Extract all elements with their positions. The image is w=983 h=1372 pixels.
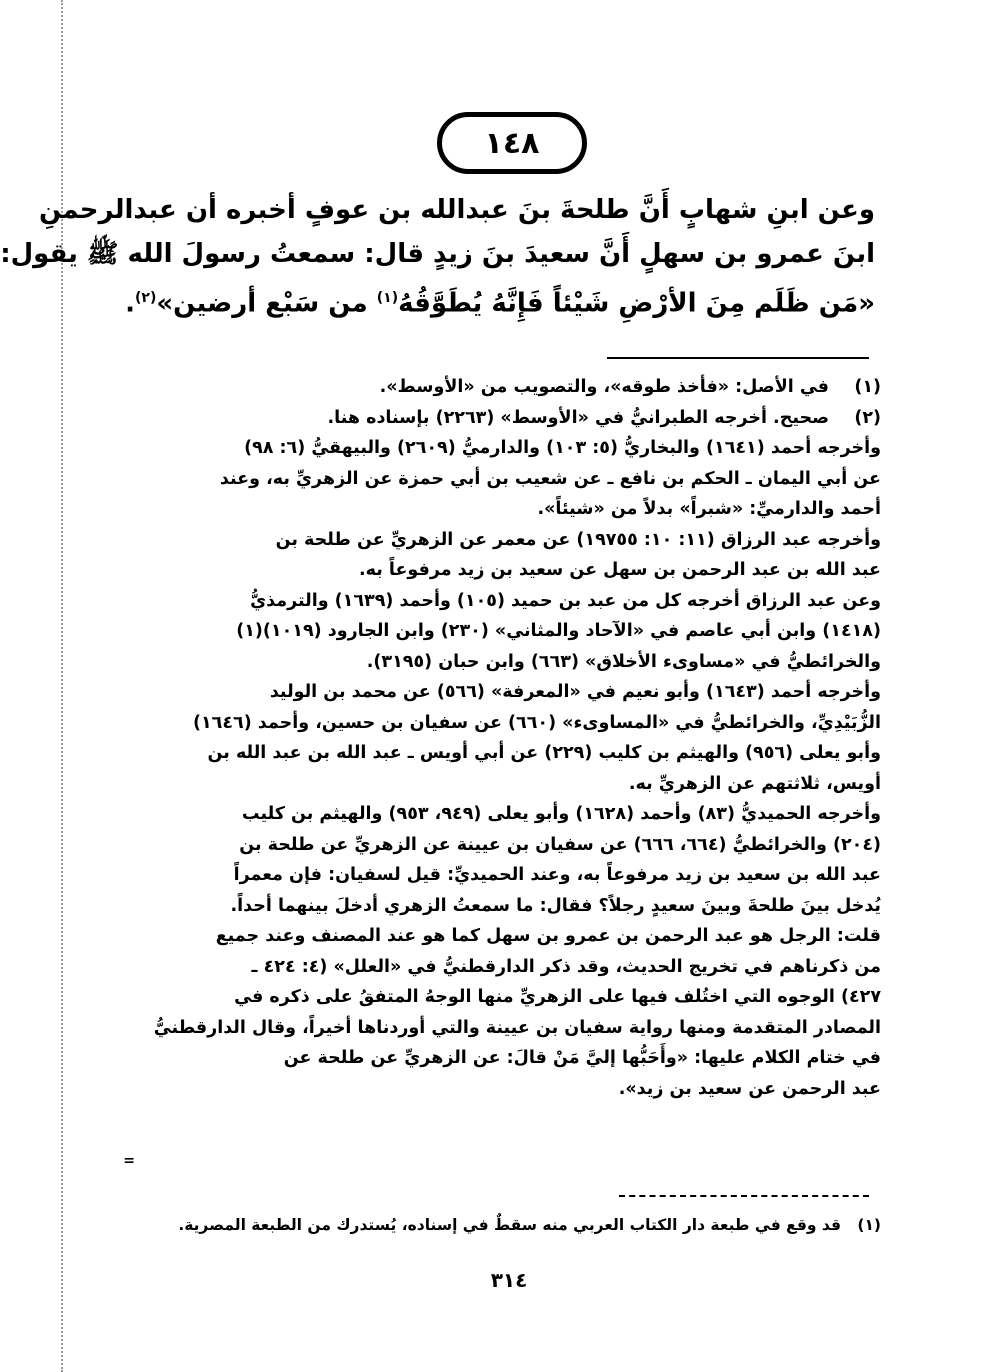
footnote-line: عبد الله بن عبد الرحمن بن سهل عن سعيد بن زيد مرفوعاً به. bbox=[358, 560, 881, 580]
footnote-line: في ختام الكلام عليها: «وأَحَبُّها إليَّ مَنْ قالَ: عن الزهريِّ عن طلحة عن bbox=[283, 1048, 881, 1068]
footnote-line: ٤٢٧) الوجوه التي اختُلف فيها على الزهريِّ منها الوجهُ المتفقُ على ذكره في bbox=[234, 987, 881, 1007]
footnote-line: وأخرجه عبد الرزاق (١١: ١٠: ١٩٧٥٥) عن معمر عن الزهريِّ عن طلحة بن bbox=[275, 529, 881, 550]
footnote-line: أحمد والدارميِّ: «شبراً» بدلاً من «شيئاً». bbox=[537, 499, 881, 519]
hadith-line-3-rest: من سَبْع أرضين» bbox=[156, 288, 377, 319]
footnote-line: أويس، ثلاثتهم عن الزهريِّ به. bbox=[628, 773, 881, 794]
footnote-line: وعن عبد الرزاق أخرجه كل من عبد بن حميد (١٠٥) وأحمد (١٦٣٩) والترمذيُّ bbox=[250, 590, 881, 611]
footnote-line: عبد الرحمن عن سعيد بن زيد». bbox=[618, 1078, 881, 1099]
footnote-1 bbox=[129, 372, 881, 403]
footnote-line: (٢٠٤) والخرائطيُّ (٦٦٤، ٦٦٦) عن سفيان بن عيينة عن الزهريِّ عن طلحة بن bbox=[239, 834, 881, 855]
hadith-line-3-end: . bbox=[125, 288, 135, 319]
hadith-text bbox=[0, 188, 875, 326]
footnote-number: (١) bbox=[854, 377, 881, 397]
footnote-line: وأخرجه الحميديُّ (٨٣) وأحمد (١٦٢٨) وأبو يعلى (٩٤٩، ٩٥٣) والهيثم بن كليب bbox=[241, 804, 881, 824]
page-number: ٣١٤ bbox=[490, 1268, 528, 1292]
continuation-mark: = bbox=[123, 1153, 135, 1169]
footnote-text: في الأصل: «فأخذ طوقه»، والتصويب من «الأوسط». bbox=[379, 377, 829, 397]
footnote-number: (٢) bbox=[854, 407, 881, 428]
hadith-line-3-text: «مَن ظَلَم مِنَ الأرْضِ شَيْئاً فَإِنَّهُ يُطَوَّقُهُ bbox=[398, 288, 875, 319]
footnote-line: والخرائطيُّ في «مساوىء الأخلاق» (٦٦٣) وابن حبان (٣١٩٥). bbox=[366, 651, 881, 672]
footnote-line: وأخرجه أحمد (١٦٤١) والبخاريُّ (٥: ١٠٣) والدارميُّ (٢٦٠٩) والبيهقيُّ (٦: ٩٨) bbox=[244, 438, 881, 458]
footnote-ref-2: (٢) bbox=[135, 290, 157, 306]
bottom-footnote bbox=[178, 1212, 881, 1238]
footnotes-section bbox=[129, 372, 881, 1104]
footnote-line: وأخرجه أحمد (١٦٤٣) وأبو نعيم في «المعرفة» (٥٦٦) عن محمد بن الوليد bbox=[269, 682, 881, 702]
footnote-line: من ذكرناهم في تخريج الحديث، وقد ذكر الدارقطنيُّ في «العلل» (٤: ٤٢٤ ـ bbox=[251, 956, 881, 977]
footnote-line: قلت: الرجل هو عبد الرحمن بن عمرو بن سهل كما هو عند المصنف وعند جميع bbox=[215, 926, 881, 946]
footnote-line: عبد الله بن سعيد بن زيد مرفوعاً به، وعند الحميديِّ: قيل لسفيان: فإن معمراً bbox=[233, 865, 881, 885]
bottom-footnote-text: قد وقع في طبعة دار الكتاب العربي منه سقطٌ في إسناده، يُستدرك من الطبعة المصرية. bbox=[178, 1216, 841, 1234]
footnote-line: عن أبي اليمان ـ الحكم بن نافع ـ عن شعيب بن أبي حمزة عن الزهريِّ به، وعند bbox=[219, 468, 881, 489]
footnote-ref-1: (١) bbox=[376, 290, 399, 306]
footnote-text: صحيح. أخرجه الطبرانيُّ في «الأوسط» (٢٢٦٣) بإسناده هنا. bbox=[327, 407, 829, 428]
footnote-2 bbox=[129, 403, 881, 434]
hadith-number-badge: ١٤٨ bbox=[437, 112, 587, 174]
hadith-line-1: وعن ابنِ شهابٍ أَنَّ طلحةَ بنَ عبدالله بن عوفٍ أخبره أن عبدالرحمنِ bbox=[38, 195, 875, 225]
footnote-line: وأبو يعلى (٩٥٦) والهيثم بن كليب (٢٢٩) عن أبي أويس ـ عبد الله بن عبد الله بن bbox=[207, 743, 881, 763]
footnote-line: المصادر المتقدمة ومنها رواية سفيان بن عيينة والتي أوردناها أخيراً، وقال الدارقطنيُّ bbox=[153, 1017, 881, 1038]
bottom-footnote-separator bbox=[619, 1195, 869, 1197]
footnote-separator bbox=[607, 357, 869, 359]
hadith-line-3 bbox=[125, 276, 875, 326]
footnote-line: يُدخل بينَ طلحةَ وبينَ سعيدٍ رجلاً؟ فقال: ما سمعتُ الزهري أدخلَ بينهما أحداً. bbox=[230, 895, 881, 916]
hadith-line-2: ابنَ عمرو بن سهلٍ أَنَّ سعيدَ بنَ زيدٍ قال: سمعتُ رسولَ الله ﷺ يقول: bbox=[0, 239, 875, 269]
footnote-line: الزُّبَيْدِيِّ، والخرائطيُّ في «المساوىء» (٦٦٠) عن سفيان بن حسين، وأحمد (١٦٤٦) bbox=[192, 712, 881, 733]
footnote-line: (١٤١٨) وابن أبي عاصم في «الآحاد والمثاني» (٢٣٠) وابن الجارود (١٠١٩)(١) bbox=[236, 621, 881, 641]
bottom-footnote-number: (١) bbox=[857, 1216, 881, 1234]
